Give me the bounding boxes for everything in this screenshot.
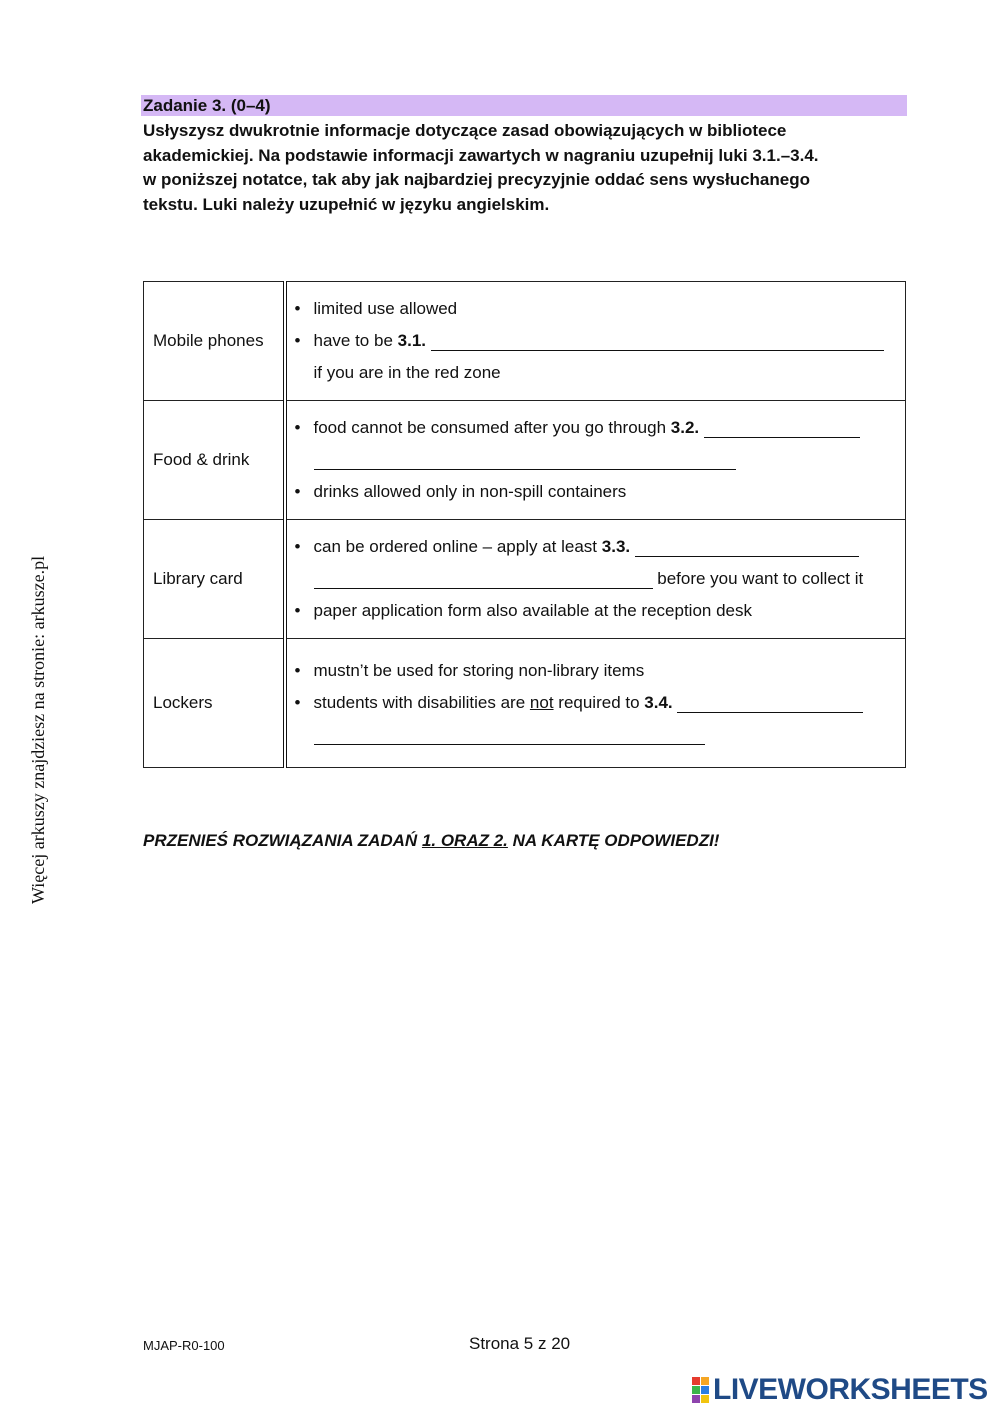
gap-number: 3.1. (397, 331, 426, 350)
bullet-text: limited use allowed (313, 299, 458, 318)
bullet-text: required to (558, 693, 640, 712)
brand-square (692, 1395, 700, 1403)
bullet-item (287, 293, 906, 325)
row-label: Food & drink (144, 401, 285, 520)
table-row (144, 401, 906, 520)
answer-blank-3-3[interactable] (635, 534, 859, 557)
bullet-icon: • (294, 331, 301, 350)
bullet-text: mustn’t be used for storing non-library items (313, 661, 645, 680)
brand-square (701, 1377, 709, 1385)
transfer-tasks: 1. ORAZ 2. (421, 831, 508, 850)
task-header: Zadanie 3. (0–4) (141, 95, 907, 116)
row-label: Lockers (144, 639, 285, 768)
row-content (285, 282, 906, 401)
brand-name: LIVEWORKSHEETS (713, 1373, 988, 1406)
brand-square (701, 1386, 709, 1394)
transfer-text: NA KARTĘ ODPOWIEDZI! (512, 831, 720, 850)
gap-number: 3.3. (601, 537, 631, 556)
bullet-item (287, 476, 906, 508)
bullet-item (287, 531, 906, 563)
bullet-item (287, 655, 906, 687)
exam-code: MJAP-R0-100 (143, 1338, 225, 1353)
transfer-text: PRZENIEŚ ROZWIĄZANIA ZADAŃ (143, 831, 418, 850)
brand-icon (692, 1377, 709, 1403)
bullet-continuation (287, 444, 906, 476)
row-content (285, 520, 906, 639)
answer-blank-3-3-cont[interactable] (314, 566, 653, 589)
instruction-line: tekstu. Luki należy uzupełnić w języku angielskim. (143, 195, 550, 215)
side-watermark: Więcej arkuszy znajdziesz na stronie: arkusze.pl (28, 555, 48, 904)
bullet-text: paper application form also available at the reception desk (313, 601, 752, 620)
instruction-line: w poniższej notatce, tak aby jak najbardziej precyzyjnie oddać sens wysłuchanego (143, 170, 810, 190)
gap-number: 3.2. (670, 418, 700, 437)
bullet-item (287, 412, 906, 444)
gap-number: 3.4. (644, 693, 673, 712)
emphasis-not: not (529, 693, 554, 712)
row-label: Mobile phones (144, 282, 285, 401)
page-number: Strona 5 z 20 (469, 1334, 571, 1353)
answer-blank-3-1[interactable] (431, 328, 884, 351)
bullet-text: students with disabilities are (313, 693, 526, 712)
brand-square (692, 1377, 700, 1385)
instruction-line: akademickiej. Na podstawie informacji zawartych w nagraniu uzupełnij luki 3.1.–3.4. (143, 145, 819, 165)
answer-blank-3-4-cont[interactable] (314, 722, 705, 745)
bullet-continuation (287, 563, 906, 595)
answer-blank-3-4[interactable] (677, 690, 863, 713)
bullet-text: food cannot be consumed after you go through (313, 418, 667, 437)
table-row (144, 282, 906, 401)
answer-blank-3-2-cont[interactable] (314, 447, 736, 470)
bullet-icon: • (294, 537, 301, 556)
bullet-continuation (287, 719, 906, 751)
brand-square (692, 1386, 700, 1394)
brand-square (701, 1395, 709, 1403)
bullet-item (287, 325, 906, 357)
bullet-item (287, 595, 906, 627)
brand-logo (692, 1374, 988, 1406)
bullet-continuation (287, 357, 906, 389)
bullet-icon: • (294, 299, 301, 318)
table-row (144, 520, 906, 639)
bullet-icon: • (294, 601, 301, 620)
bullet-icon: • (294, 418, 301, 437)
bullet-text: before you want to collect it (657, 569, 864, 588)
bullet-text: have to be (313, 331, 393, 350)
task-instructions (143, 119, 903, 218)
row-content (285, 639, 906, 768)
bullet-icon: • (294, 693, 301, 712)
bullet-icon: • (294, 482, 301, 501)
notes-table (143, 281, 906, 768)
bullet-item (287, 687, 906, 719)
bullet-text: if you are in the red zone (313, 363, 501, 382)
bullet-text: drinks allowed only in non-spill containers (313, 482, 627, 501)
table-row (144, 639, 906, 768)
transfer-note (143, 831, 719, 851)
answer-blank-3-2[interactable] (704, 415, 860, 438)
row-content (285, 401, 906, 520)
bullet-icon: • (294, 661, 301, 680)
instruction-line: Usłyszysz dwukrotnie informacje dotyczące zasad obowiązujących w bibliotece (143, 121, 787, 140)
bullet-text: can be ordered online – apply at least (313, 537, 598, 556)
row-label: Library card (144, 520, 285, 639)
